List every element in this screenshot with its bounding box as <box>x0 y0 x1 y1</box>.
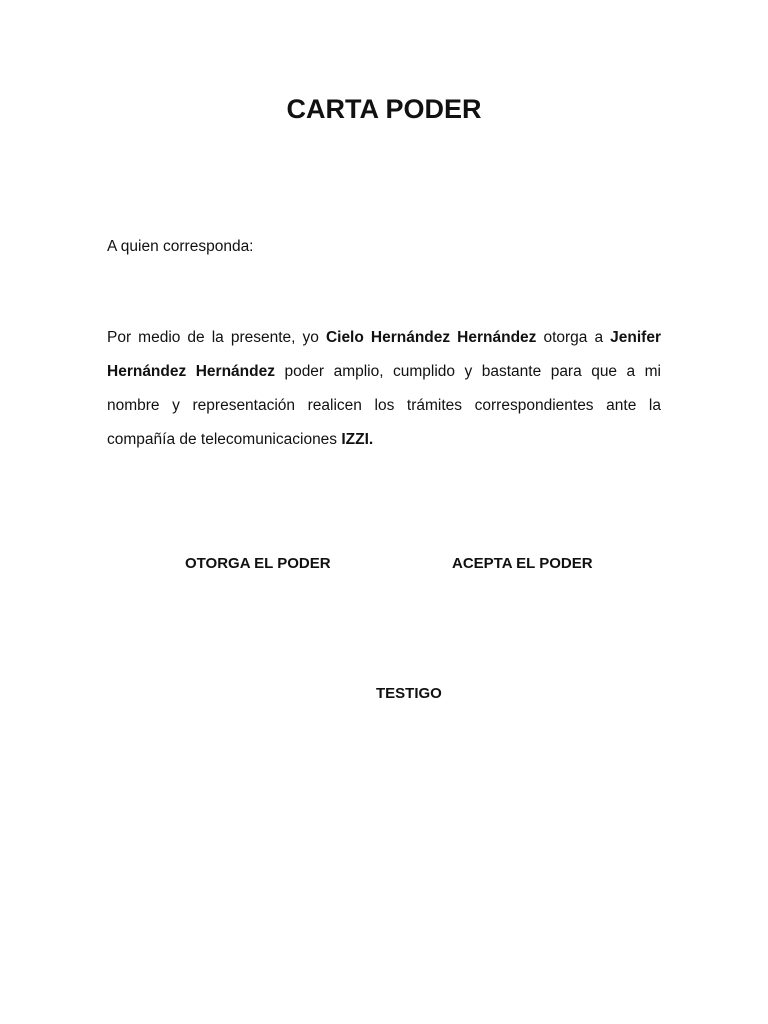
salutation: A quien corresponda: <box>107 238 254 255</box>
page-title: CARTA PODER <box>286 94 482 124</box>
grantee-name: Jenifer Hernández Hernández <box>107 329 661 380</box>
body-mid-text-2: poder amplio, cumplido y bastante para que a mi nombre y representación realicen los trámites correspondientes ante la compañía de telecomunicaciones <box>107 363 661 448</box>
body-paragraph <box>107 321 661 457</box>
grantee-signature-label: ACEPTA EL PODER <box>452 555 593 572</box>
company-name: IZZI. <box>341 431 374 448</box>
grantor-name: Cielo Hernández Hernández <box>325 329 537 346</box>
body-mid-text-1: otorga a <box>536 329 611 346</box>
witness-signature-label: TESTIGO <box>376 685 442 702</box>
grantor-signature-label: OTORGA EL PODER <box>185 555 331 572</box>
body-intro-text: Por medio de la presente, yo <box>107 329 326 346</box>
